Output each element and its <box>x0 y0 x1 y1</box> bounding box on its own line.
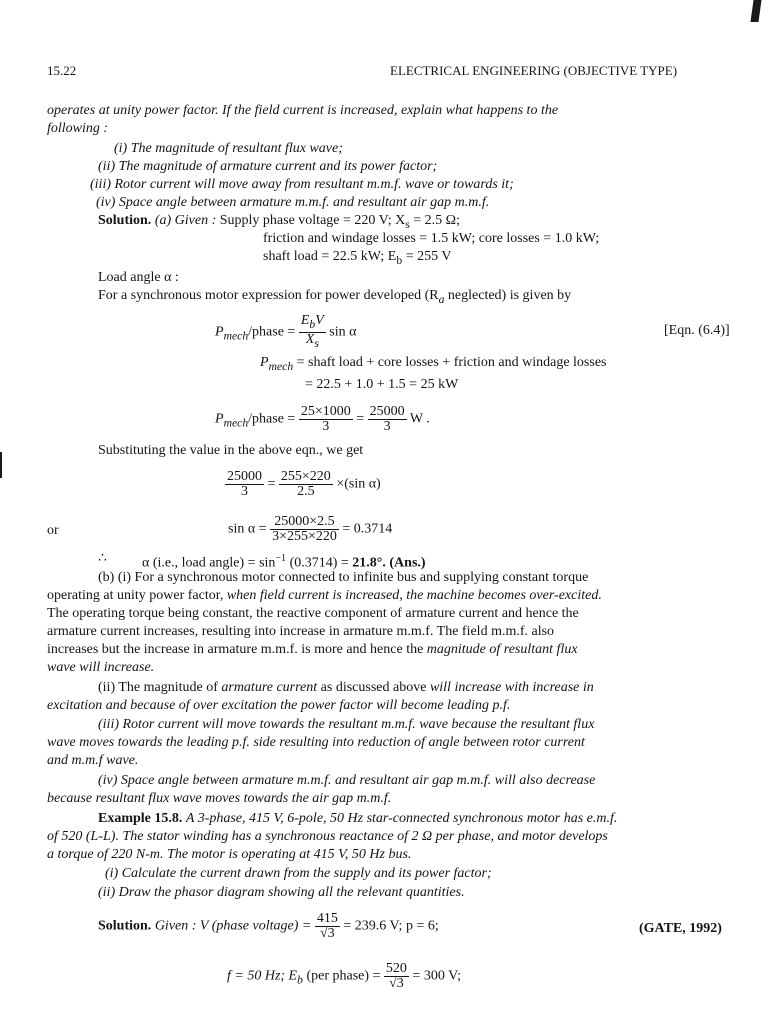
example-solution-given: Given : V (phase voltage) = <box>154 918 312 934</box>
eq4-num-1: 25×1000 <box>300 404 351 419</box>
eq7-text: α (i.e., load angle) = sin <box>142 555 276 571</box>
given-3-sub: b <box>396 253 403 267</box>
expression-intro <box>98 288 571 308</box>
substituting-text: Substituting the value in the above eqn., we get <box>98 443 364 458</box>
eq5-equals: = <box>267 476 276 492</box>
eq4-unit: W . <box>409 411 430 427</box>
para-b-line-6: wave will increase. <box>47 660 155 675</box>
example-line-2: of 520 (L-L). The stator winding has a synchronous reactance of 2 Ω per phase, and motor develops <box>47 829 608 844</box>
para-ii-line-2: excitation and because of over excitation the power factor will become leading p.f. <box>47 698 511 713</box>
para-b-line-3: The operating torque being constant, the reactive component of armature current and hence the <box>47 606 579 621</box>
intro-item-3: (iii) Rotor current will move away from resultant m.m.f. wave or towards it; <box>90 177 514 192</box>
eq6-den: 3×255×220 <box>272 529 337 544</box>
eq1-num-sub: b <box>309 317 316 331</box>
example-solution-label: Solution. <box>98 918 152 934</box>
emf-num: 520 <box>385 961 407 976</box>
eq1-fraction <box>299 314 326 351</box>
expr-intro-text: For a synchronous motor expression for power developed (R <box>98 288 439 303</box>
eq5-num-2: 255×220 <box>280 469 331 484</box>
eq5-den-2: 2.5 <box>297 484 315 499</box>
example-item-1: (i) Calculate the current drawn from the supply and its power factor; <box>105 866 492 881</box>
eq5-fraction-2 <box>279 470 333 499</box>
eq4-den-1: 3 <box>322 419 330 434</box>
given-3: shaft load = 22.5 kW; E <box>263 249 397 264</box>
given-label: (a) Given : <box>154 213 217 228</box>
running-header: ELECTRICAL ENGINEERING (OBJECTIVE TYPE) <box>390 63 678 78</box>
expr-intro-sub: a <box>438 292 445 306</box>
solution-label: Solution. <box>98 213 152 228</box>
para-b-line-5 <box>47 642 578 658</box>
f-mid: (per phase) = <box>306 968 381 984</box>
equation-sin-alpha <box>228 515 392 544</box>
equation-pmech-sum <box>260 355 607 375</box>
para-iii-line-2: wave moves towards the leading p.f. side resulting into reduction of angle between rotor current <box>47 735 585 750</box>
para-ii1c: as discussed above <box>317 680 430 695</box>
para-b2a: operating at unity power factor, <box>47 588 227 603</box>
eq6-fraction <box>270 515 339 544</box>
eq6-num: 25000×2.5 <box>270 515 339 530</box>
equation-power-developed <box>215 314 356 351</box>
gate-citation: (GATE, 1992) <box>639 921 722 936</box>
eq1-lhs-rest: /phase = <box>248 324 296 340</box>
eq7-sup: −1 <box>275 553 287 564</box>
eq4-den-2: 3 <box>383 419 391 434</box>
para-ii1a: (ii) The magnitude of <box>98 680 222 695</box>
para-b5a: increases but the increase in armature m.m.f. is more and hence the <box>47 642 427 657</box>
para-b2b: when field current is increased, the machine becomes over-excited. <box>226 588 602 603</box>
given-3-rest: = 255 V <box>405 249 452 264</box>
eq1-tail: sin α <box>329 324 357 340</box>
f-sub: b <box>297 973 303 987</box>
intro-item-1: (i) The magnitude of resultant flux wave; <box>114 141 343 156</box>
eq1-lhs: P <box>215 324 224 340</box>
para-iii-line-3: and m.m.f wave. <box>47 753 139 768</box>
eq6-lhs: sin α = <box>228 521 267 537</box>
load-angle-heading: Load angle α : <box>98 270 179 285</box>
intro-item-4: (iv) Space angle between armature m.m.f. and resultant air gap m.m.f. <box>96 195 490 210</box>
given-1-rest: = 2.5 Ω; <box>413 213 460 228</box>
intro-line-1: operates at unity power factor. If the field current is increased, explain what happens to the <box>47 103 559 118</box>
eq1-den-sub: s <box>314 336 319 350</box>
or-label: or <box>47 523 59 538</box>
solution-given-line-1 <box>98 213 460 233</box>
eq5-num-1: 25000 <box>227 469 262 484</box>
eq4-lhs-rest: /phase = <box>248 411 296 427</box>
given-1: Supply phase voltage = 220 V; X <box>219 213 406 228</box>
para-iii-line-1: (iii) Rotor current will move towards the resultant m.m.f. wave because the resultant flux <box>98 717 595 732</box>
eq6-tail: = 0.3714 <box>342 521 393 537</box>
example-solution-line <box>98 912 439 941</box>
scan-mark-left <box>0 452 2 478</box>
solution-given-line-3 <box>263 249 451 269</box>
example-item-2: (ii) Draw the phasor diagram showing all the relevant quantities. <box>98 885 465 900</box>
para-iv-line-1: (iv) Space angle between armature m.m.f. and resultant air gap m.m.f. will also decrease <box>98 773 596 788</box>
para-b-line-2 <box>47 588 602 604</box>
eq1-num-rest: V <box>315 313 324 328</box>
eq4-num-2: 25000 <box>369 404 405 419</box>
emf-den: √3 <box>389 976 404 991</box>
solution-given-line-2: friction and windage losses = 1.5 kW; core losses = 1.0 kW; <box>263 231 600 246</box>
para-b5b: magnitude of resultant flux <box>426 642 578 657</box>
equation-reference: [Eqn. (6.4)] <box>664 323 730 338</box>
equation-pmech-per-phase <box>215 405 430 434</box>
para-ii1d: will increase with increase in <box>429 680 594 695</box>
eq2-rest: = shaft load + core losses + friction and windage losses <box>296 355 607 370</box>
load-angle-result <box>142 551 426 572</box>
phase-voltage-num: 415 <box>316 911 338 926</box>
eq4-fraction-1 <box>299 405 353 434</box>
eq1-num: E <box>300 313 310 328</box>
eq2-lhs: P <box>260 355 269 370</box>
eq2-lhs-sub: mech <box>268 359 294 373</box>
para-ii1b: armature current <box>221 680 318 695</box>
eq4-fraction-2 <box>368 405 407 434</box>
eq1-lhs-sub: mech <box>223 329 249 343</box>
intro-line-2: following : <box>47 121 109 136</box>
equation-pmech-value: = 22.5 + 1.0 + 1.5 = 25 kW <box>305 377 459 392</box>
example-label: Example 15.8. <box>98 811 183 826</box>
page-number: 15.22 <box>47 63 77 78</box>
eq5-den-1: 3 <box>241 484 248 499</box>
f-rest: = 300 V; <box>412 968 462 984</box>
example-line-1-text: A 3-phase, 415 V, 6-pole, 50 Hz star-connected synchronous motor has e.m.f. <box>185 811 618 826</box>
therefore-symbol: ∴ <box>98 551 107 566</box>
para-ii-line-1 <box>98 680 594 696</box>
frequency-emf-line <box>227 962 461 991</box>
eq4-lhs-sub: mech <box>223 416 249 430</box>
equation-substitution <box>225 470 381 499</box>
eq4-lhs: P <box>215 411 224 427</box>
eq5-tail: ×(sin α) <box>336 476 381 492</box>
para-b-line-1: (b) (i) For a synchronous motor connected to infinite bus and supplying constant torque <box>98 570 589 585</box>
emf-fraction <box>384 962 409 991</box>
eq7-rest: (0.3714) = <box>289 555 349 571</box>
eq1-den: X <box>305 331 315 347</box>
scan-mark-top-right <box>750 0 761 22</box>
given-1-sub: s <box>405 217 410 231</box>
para-iv-line-2: because resultant flux wave moves towards the air gap m.m.f. <box>47 791 392 806</box>
f-line: f = 50 Hz; E <box>227 968 298 984</box>
expr-intro-rest: neglected) is given by <box>447 288 572 303</box>
example-line-1 <box>98 811 617 827</box>
phase-voltage-den: √3 <box>320 926 335 941</box>
intro-item-2: (ii) The magnitude of armature current and its power factor; <box>98 159 438 174</box>
para-b-line-4: armature current increases, resulting into increase in armature m.m.f. The field m.m.f. also <box>47 624 555 639</box>
load-angle-answer: 21.8°. (Ans.) <box>352 555 426 571</box>
example-solution-rest: = 239.6 V; p = 6; <box>343 918 439 934</box>
eq5-fraction-1 <box>225 470 264 499</box>
example-line-3: a torque of 220 N-m. The motor is operating at 415 V, 50 Hz bus. <box>47 847 412 862</box>
phase-voltage-fraction <box>315 912 340 941</box>
eq4-equals: = <box>356 411 365 427</box>
